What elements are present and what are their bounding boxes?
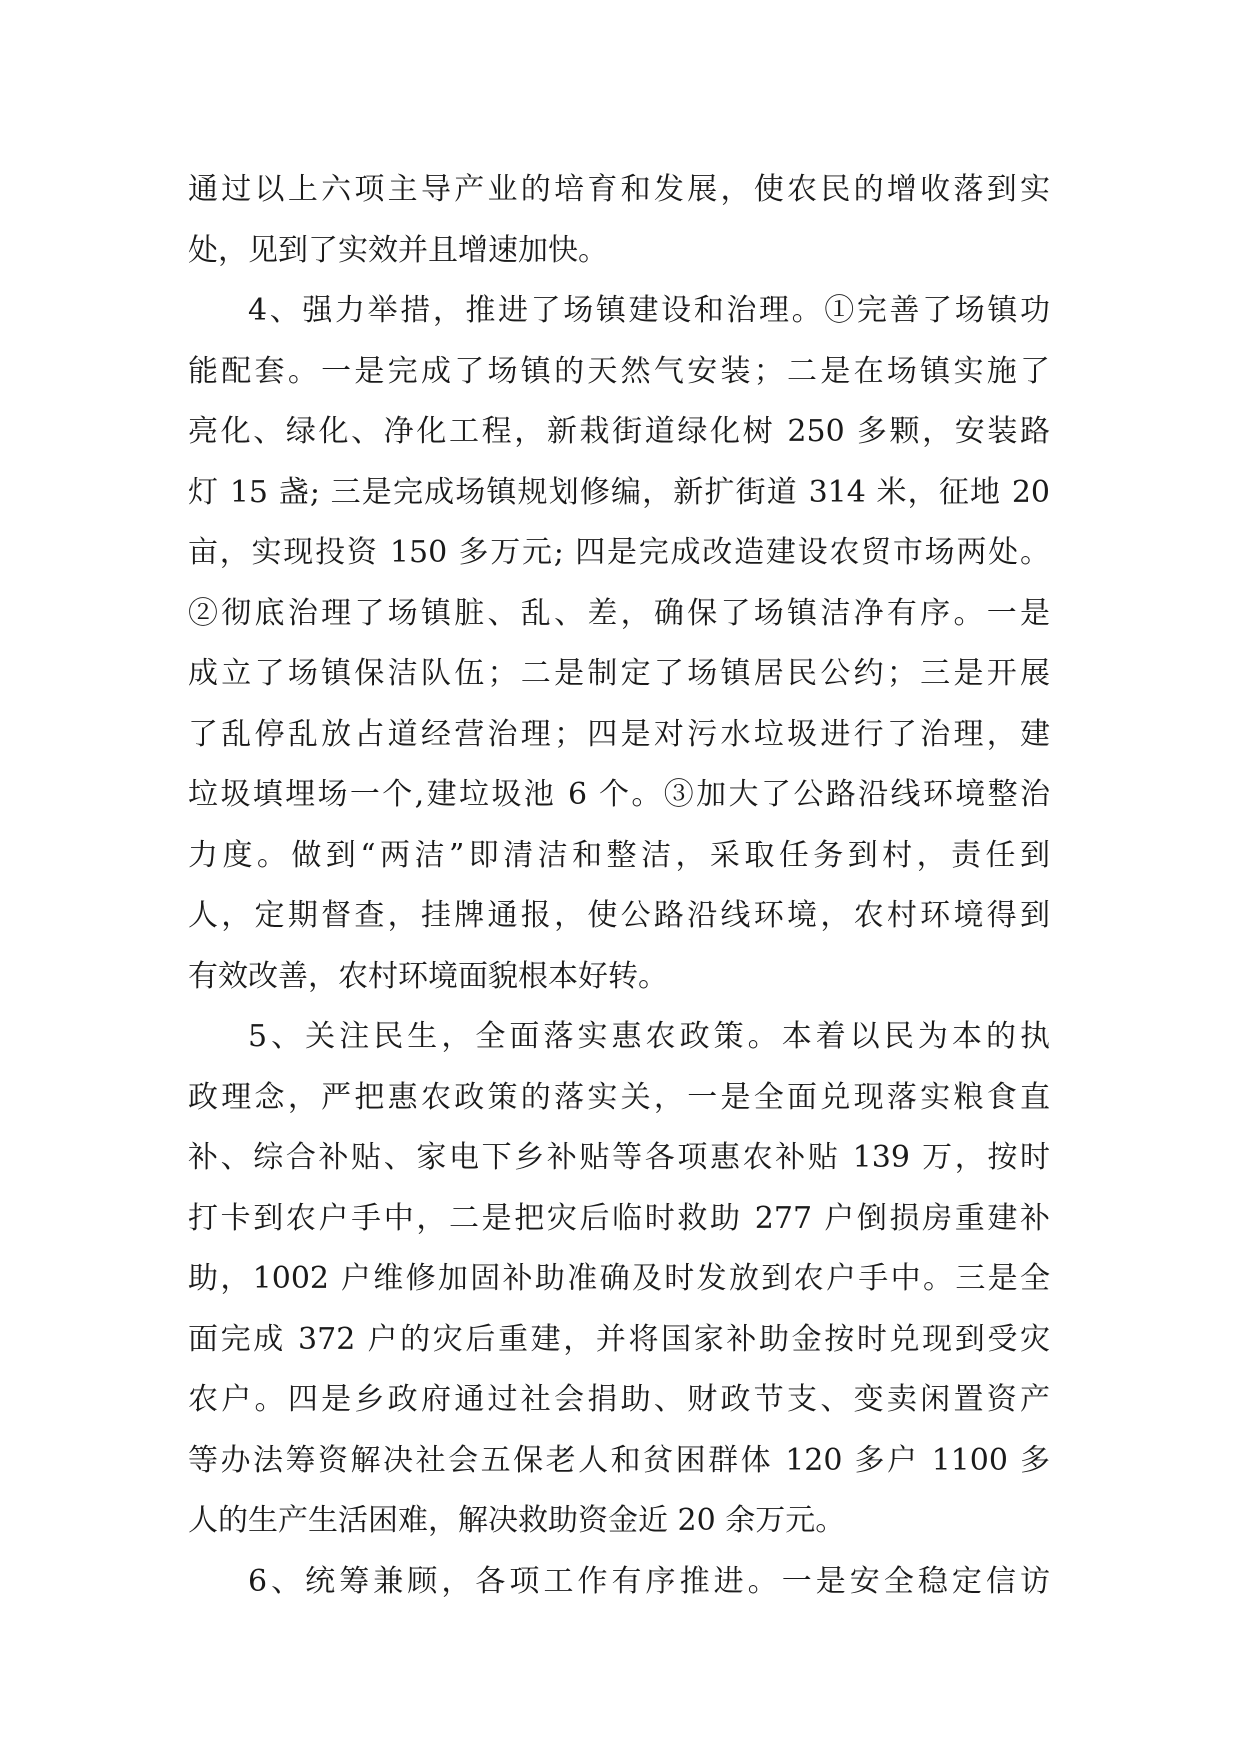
text-line: ②彻底治理了场镇脏、乱、差，确保了场镇洁净有序。一是 [188, 595, 1050, 631]
body-text [188, 160, 1050, 1612]
text-line: 成立了场镇保洁队伍；二是制定了场镇居民公约；三是开展 [188, 656, 1050, 691]
text-line: 灯 15 盏; 三是完成场镇规划修编，新扩街道 314 米，征地 20 [188, 474, 1050, 510]
text-line: 助，1002 户维修加固补助准确及时发放到农户手中。三是全 [188, 1261, 1050, 1296]
text-line: 政理念，严把惠农政策的落实关，一是全面兑现落实粮食直 [188, 1079, 1050, 1115]
text-line: 面完成 372 户的灾后重建，并将国家补助金按时兑现到受灾 [188, 1321, 1050, 1357]
text-line: 打卡到农户手中，二是把灾后临时救助 277 户倒损房重建补 [188, 1200, 1050, 1236]
text-line: 力度。做到“两洁”即清洁和整洁，采取任务到村，责任到 [188, 837, 1050, 873]
text-line: 能配套。一是完成了场镇的天然气安装；二是在场镇实施了 [188, 353, 1050, 389]
text-line: 处，见到了实效并且增速加快。 [188, 232, 608, 268]
text-line: 有效改善，农村环境面貌根本好转。 [188, 958, 668, 994]
text-line: 6、统筹兼顾，各项工作有序推进。一是安全稳定信访 [248, 1563, 1050, 1599]
text-line: 4、强力举措，推进了场镇建设和治理。①完善了场镇功 [248, 293, 1050, 328]
text-line: 人，定期督查，挂牌通报，使公路沿线环境，农村环境得到 [188, 898, 1050, 933]
text-line: 亩，实现投资 150 多万元; 四是完成改造建设农贸市场两处。 [188, 535, 1050, 570]
text-line: 人的生产生活困难，解决救助资金近 20 余万元。 [188, 1503, 846, 1538]
text-line: 5、关注民生，全面落实惠农政策。本着以民为本的执 [248, 1019, 1050, 1054]
text-line: 农户。四是乡政府通过社会捐助、财政节支、变卖闲置资产 [188, 1382, 1050, 1417]
text-line: 补、综合补贴、家电下乡补贴等各项惠农补贴 139 万，按时 [188, 1140, 1050, 1175]
text-line: 了乱停乱放占道经营治理；四是对污水垃圾进行了治理，建 [188, 716, 1050, 752]
text-line: 通过以上六项主导产业的培育和发展，使农民的增收落到实 [188, 172, 1050, 207]
text-line: 亮化、绿化、净化工程，新栽街道绿化树 250 多颗，安装路 [188, 414, 1050, 449]
text-line: 垃圾填埋场一个,建垃圾池 6 个。③加大了公路沿线环境整治 [188, 777, 1050, 812]
text-line: 等办法筹资解决社会五保老人和贫困群体 120 多户 1100 多 [188, 1442, 1050, 1478]
